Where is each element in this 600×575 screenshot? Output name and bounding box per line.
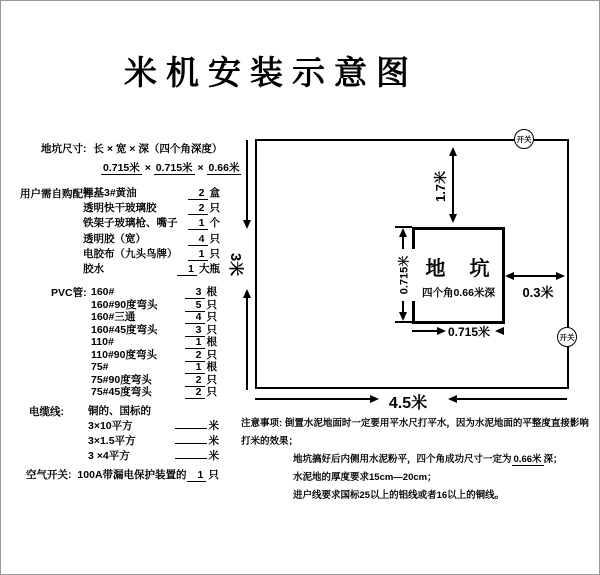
list-item	[83, 246, 220, 261]
part-qty	[177, 261, 220, 276]
part-name: 电胶布（九头鸟牌）	[83, 247, 178, 260]
dim-45m-label: 4.5米	[388, 395, 428, 412]
qty-unit: 只	[209, 202, 220, 215]
dim-3m-arrow-down-icon	[243, 220, 251, 229]
pit-size-sep-1: ×	[144, 162, 151, 174]
part-name: 3×1.5平方	[88, 435, 136, 447]
qty-value: 1	[188, 248, 208, 261]
part-qty	[188, 215, 220, 230]
dim-3m-line-bottom	[246, 297, 248, 390]
dim-pith-label: 0.715米	[398, 255, 410, 295]
dim-17m-arrow-down-icon	[449, 214, 457, 223]
part-name: 透明胶（宽）	[83, 232, 146, 245]
qty-value	[175, 443, 207, 444]
air-switch-row	[26, 467, 219, 482]
switch-top-icon	[514, 129, 534, 149]
qty-unit: 只	[206, 386, 217, 398]
part-name: 75#	[91, 361, 109, 373]
qty-value: 2	[188, 202, 208, 215]
part-name: 胶水	[83, 262, 104, 275]
air-switch-label: 空气开关:	[26, 469, 72, 481]
notes-line-4: 进户线要求国标25以上的铝线或者16以上的铜线。	[293, 490, 505, 501]
qty-value	[175, 428, 207, 429]
part-name: 75#90度弯头	[91, 373, 152, 386]
pit-box	[412, 227, 505, 324]
switch-top-label: 开关	[516, 134, 532, 144]
part-name: 透明快干玻璃胶	[83, 202, 157, 215]
dim-3m-line-top	[246, 140, 248, 221]
part-qty	[175, 418, 220, 433]
notes-line-2	[293, 451, 597, 469]
section-pvc	[51, 284, 217, 397]
notes-line-3: 水泥地的厚度要求15cm—20cm；	[293, 472, 437, 483]
list-item	[91, 322, 217, 335]
qty-value: 4	[188, 233, 208, 246]
dim-17m-label-wrap	[429, 163, 451, 209]
qty-value: 1	[185, 361, 205, 374]
notes-line-1-text: 倒置水泥地面时一定要用平水尺打平水，因为水泥地面的平整度直接影响打米的效果；	[241, 418, 589, 447]
notes-label: 注意事项:	[241, 418, 283, 429]
list-item	[83, 215, 220, 230]
qty-unit: 根	[206, 336, 217, 348]
dim-pitw-label: 0.715米	[448, 325, 491, 339]
qty-value: 4	[185, 311, 205, 324]
dim-03m-line	[513, 275, 557, 277]
list-item	[91, 297, 217, 310]
qty-value: 1	[187, 469, 207, 482]
dim-17m-line	[452, 155, 454, 215]
switch-right-icon	[557, 327, 577, 347]
qty-value: 2	[185, 386, 205, 399]
qty-unit: 只	[206, 311, 217, 323]
qty-unit: 大瓶	[199, 262, 220, 275]
qty-value: 2	[185, 349, 205, 362]
qty-unit: 只	[206, 323, 217, 336]
part-qty	[188, 200, 220, 215]
section-pvc-label: PVC管:	[51, 287, 87, 299]
qty-unit: 米	[208, 420, 219, 432]
page-title: 米机安装示意图	[124, 54, 418, 91]
notes-line-2-post: 深；	[543, 454, 563, 465]
dim-pith-arrow-down-icon	[399, 312, 407, 321]
qty-unit: 米	[208, 450, 219, 462]
dim-45m-line-right	[457, 398, 567, 400]
dim-pitw-line-left	[412, 330, 438, 332]
qty-unit: 只	[209, 232, 220, 245]
pit-size-label: 地坑尺寸:	[41, 143, 87, 155]
qty-unit: 根	[206, 286, 217, 298]
part-qty	[188, 231, 220, 246]
list-item	[88, 433, 219, 448]
qty-unit: 只	[208, 469, 219, 481]
list-item	[83, 185, 220, 200]
dim-pitw-arrow-left-icon	[495, 327, 504, 335]
part-qty	[188, 246, 220, 261]
list-item	[88, 448, 219, 463]
dim-pith-label-wrap	[391, 249, 415, 301]
part-name: 160#90度弯头	[91, 298, 158, 311]
list-item	[83, 200, 220, 215]
pvc-list	[91, 284, 217, 397]
section-buy-parts	[20, 185, 221, 276]
qty-value: 1	[188, 217, 208, 230]
list-item	[83, 231, 220, 246]
qty-unit: 根	[206, 361, 217, 373]
section-cable-label: 电缆线:	[29, 406, 64, 418]
pit-size-formula: 长 × 宽 × 深（四个角深度）	[93, 143, 223, 155]
qty-value	[175, 458, 207, 459]
list-item	[91, 284, 217, 297]
pit-size-line	[41, 141, 222, 156]
part-qty	[185, 384, 217, 399]
cable-list	[88, 403, 219, 463]
pit-depth-note: 四个角0.66米深	[422, 286, 495, 299]
part-qty	[175, 448, 220, 463]
cable-note-text: 铜的、国标的	[88, 405, 151, 417]
qty-unit: 只	[206, 348, 217, 361]
qty-value: 1	[185, 336, 205, 349]
notes-line-2-pre: 地坑搞好后内侧用水泥粉平，四个角成功尺寸一定为	[293, 454, 512, 465]
list-item	[91, 372, 217, 385]
list-item	[91, 384, 217, 397]
qty-value: 5	[185, 299, 205, 312]
qty-value: 2	[185, 374, 205, 387]
notes-line-2-underline: 0.66米	[513, 454, 542, 465]
dim-03m-label: 0.3米	[522, 285, 554, 300]
qty-value: 2	[188, 187, 208, 200]
part-name: 110#	[91, 336, 114, 348]
qty-unit: 盒	[209, 187, 220, 199]
qty-value: 1	[177, 263, 197, 276]
list-item	[88, 418, 219, 433]
qty-unit: 只	[206, 298, 217, 311]
pit-size-value-length: 0.715米	[103, 162, 140, 174]
part-name: 160#	[91, 286, 115, 298]
part-name: 锂基3#黄油	[83, 187, 137, 199]
buy-parts-list	[83, 185, 220, 276]
notes-line-1	[241, 415, 597, 451]
dim-3m-label-wrap	[225, 244, 249, 284]
notes-block	[241, 415, 597, 505]
switch-right-label: 开关	[559, 332, 575, 342]
dim-pitw-arrow-right-icon	[437, 327, 446, 335]
list-item	[91, 347, 217, 360]
qty-unit: 个	[209, 217, 220, 230]
pit-size-values	[101, 160, 241, 175]
dim-17m-label: 1.7米	[433, 170, 449, 202]
qty-unit: 只	[206, 373, 217, 386]
part-name: 75#45度弯头	[91, 386, 152, 398]
qty-unit: 米	[208, 435, 219, 447]
part-name: 铁架子玻璃枪、嘴子	[83, 217, 178, 230]
list-item	[83, 261, 220, 276]
part-name: 110#90度弯头	[91, 348, 157, 361]
pit-size-value-width: 0.715米	[155, 162, 193, 174]
part-name: 3 ×4平方	[88, 450, 130, 462]
pit-name: 地 坑	[425, 257, 492, 280]
part-name: 3×10平方	[88, 420, 133, 432]
qty-unit: 只	[209, 247, 220, 260]
dim-45m-arrow-left-icon	[448, 395, 457, 403]
pit-size-value-depth: 0.66米	[208, 162, 240, 174]
cable-note	[88, 403, 219, 418]
dim-pith-tick-bottom	[395, 321, 412, 323]
part-name: 160#45度弯头	[91, 323, 158, 336]
part-qty	[188, 185, 220, 200]
dim-3m-label: 3米	[227, 252, 245, 276]
section-buy-label: 用户需自购配件:	[20, 188, 97, 200]
dim-45m-line-left	[255, 398, 371, 400]
dim-03m-arrow-right-icon	[556, 272, 565, 280]
qty-value: 3	[185, 286, 205, 299]
qty-value: 3	[185, 324, 205, 337]
air-switch-text: 100A带漏电保护装置的	[77, 469, 187, 481]
pit-size-sep-2: ×	[197, 162, 204, 174]
part-qty	[175, 433, 220, 448]
section-cable	[29, 403, 219, 463]
part-name: 160#三通	[91, 311, 136, 323]
